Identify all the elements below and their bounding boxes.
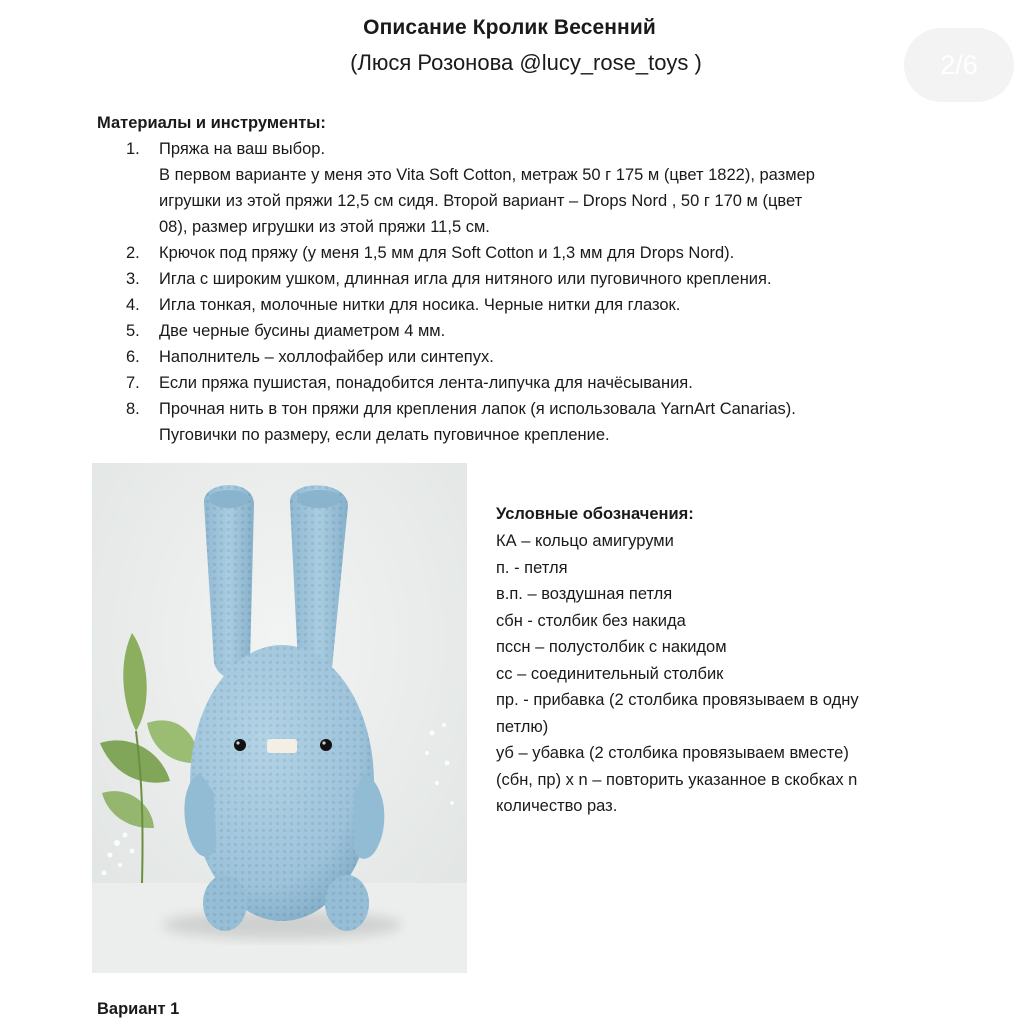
item-text: В первом варианте у меня это Vita Soft Cotton, метраж 50 г 175 м (цвет 1822), размер — [159, 166, 815, 184]
document-title: Описание Кролик Весенний — [363, 16, 656, 39]
legend-line: пссн – полустолбик с накидом — [496, 638, 727, 656]
legend-line: сбн - столбик без накида — [496, 611, 686, 630]
legend-line: петлю) — [496, 717, 549, 736]
item-text: Если пряжа пушистая, понадобится лента-липучка для начёсывания. — [159, 374, 693, 392]
legend-line: п. - петля — [496, 558, 568, 577]
item-text: Игла с широким ушком, длинная игла для нитяного или пуговичного крепления. — [159, 270, 772, 288]
page-indicator[interactable]: 2/6 — [904, 28, 1014, 102]
materials-item — [122, 318, 962, 344]
item-text: Две черные бусины диаметром 4 мм. — [159, 322, 446, 340]
item-text: Пряжа на ваш выбор. — [159, 140, 326, 158]
bunny-photo — [92, 463, 467, 973]
item-text: Прочная нить в тон пряжи для крепления лапок (я использовала YarnArt Canarias). — [159, 400, 796, 418]
legend-list — [496, 528, 956, 820]
item-number: 5. — [126, 322, 140, 340]
document-subtitle: (Люся Розонова @lucy_rose_toys ) — [350, 50, 702, 75]
item-number: 4. — [126, 296, 140, 314]
item-number: 8. — [126, 400, 140, 418]
item-text: 08), размер игрушки из этой пряжи 11,5 см. — [159, 218, 490, 236]
materials-item — [122, 240, 962, 266]
item-number: 7. — [126, 374, 140, 392]
materials-item — [122, 136, 962, 240]
materials-heading: Материалы и инструменты: — [97, 114, 326, 132]
materials-list — [122, 136, 962, 448]
item-text: Игла тонкая, молочные нитки для носика. Черные нитки для глазок. — [159, 296, 681, 314]
item-number: 3. — [126, 270, 140, 288]
legend-heading: Условные обозначения: — [496, 505, 694, 523]
legend-line: в.п. – воздушная петля — [496, 585, 673, 603]
legend-line: (сбн, пр) х n – повторить указанное в скобках n — [496, 770, 858, 789]
item-number: 6. — [126, 348, 140, 366]
materials-item — [122, 266, 962, 292]
materials-item — [122, 370, 962, 396]
item-text: Наполнитель – холлофайбер или синтепух. — [159, 348, 494, 366]
materials-item — [122, 344, 962, 370]
item-text: Пуговички по размеру, если делать пуговичное крепление. — [159, 426, 610, 444]
legend-line: уб – убавка (2 столбика провязываем вместе) — [496, 744, 849, 762]
materials-item — [122, 396, 962, 448]
legend-line: КА – кольцо амигуруми — [496, 532, 674, 550]
item-text: игрушки из этой пряжи 12,5 см сидя. Второй вариант – Drops Nord , 50 г 170 м (цвет — [159, 192, 803, 210]
legend-line: количество раз. — [496, 797, 618, 815]
item-number: 1. — [126, 140, 140, 158]
variant-heading: Вариант 1 — [97, 1000, 180, 1018]
legend-line: пр. - прибавка (2 столбика провязываем в одну — [496, 691, 859, 709]
legend-line: сс – соединительный столбик — [496, 664, 724, 683]
item-number: 2. — [126, 244, 140, 262]
item-text: Крючок под пряжу (у меня 1,5 мм для Soft Cotton и 1,3 мм для Drops Nord). — [159, 244, 735, 262]
materials-item — [122, 292, 962, 318]
